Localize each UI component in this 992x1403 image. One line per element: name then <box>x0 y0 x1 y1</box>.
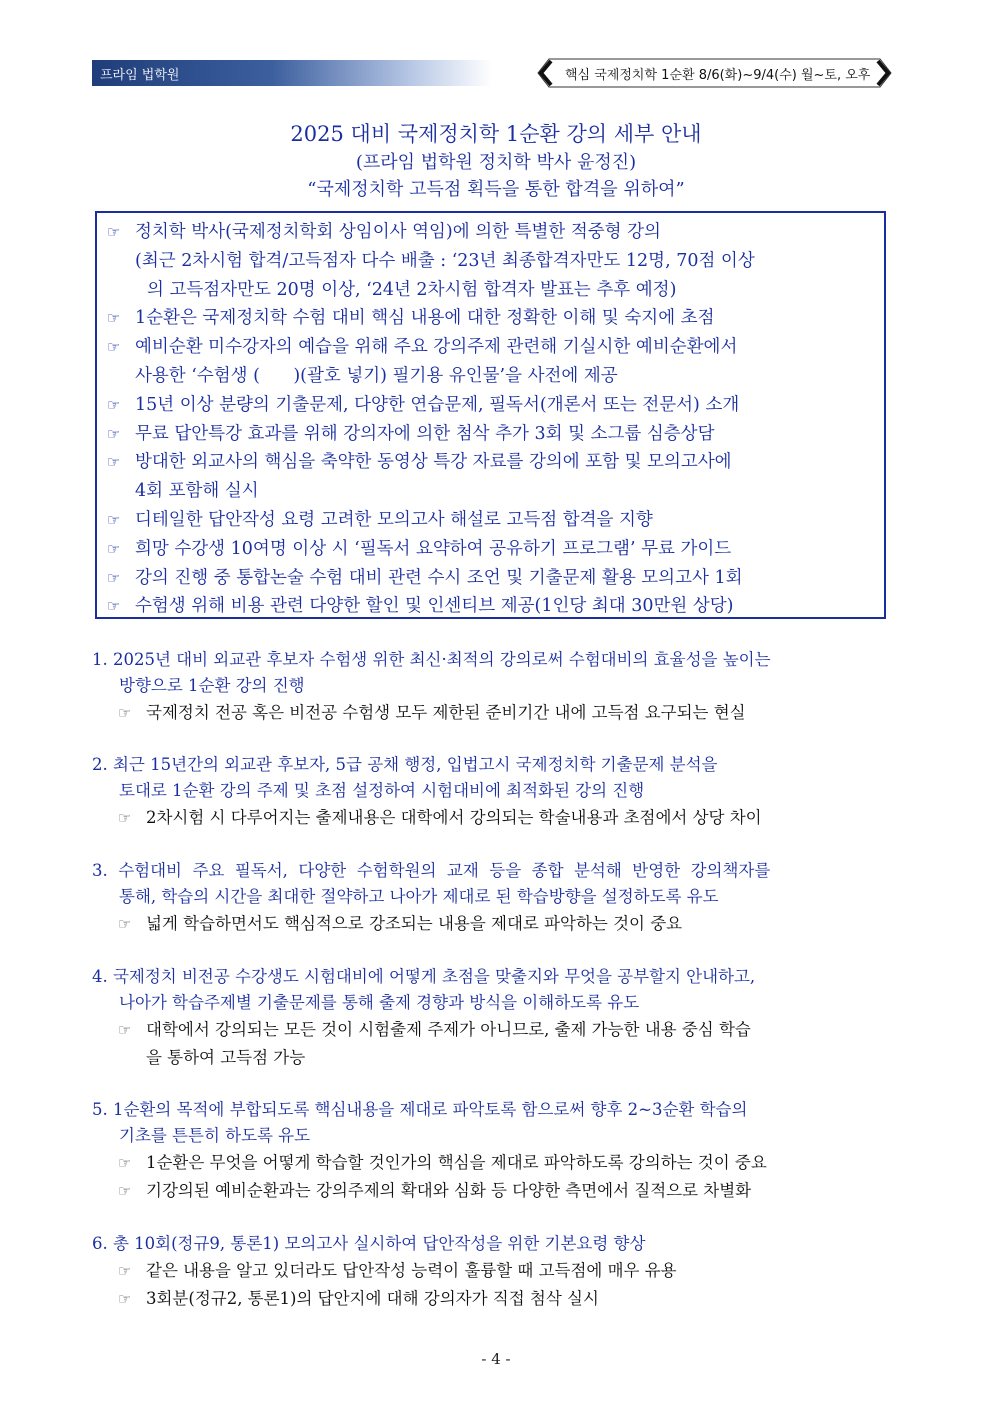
section-1 <box>92 647 892 727</box>
section-heading: 3. 수험대비 주요 필독서, 다양한 수험학원의 교재 등을 종합 분석해 반영한 강의책자를 <box>92 861 771 880</box>
header-academy-label: 프라임 법학원 <box>100 68 180 83</box>
section-5 <box>92 1097 892 1205</box>
page-subtitle: (프라임 법학원 정치학 박사 윤정진) <box>355 152 637 173</box>
feature-item: ☞ 희망 수강생 10여명 이상 시 ‘필독서 요약하여 공유하기 프로그램’ 무료 가이드 <box>107 535 876 564</box>
pointing-hand-icon: ☞ <box>118 1182 132 1200</box>
section-note: ☞ 기강의된 예비순환과는 강의주제의 확대와 심화 등 다양한 측면에서 질적으로 차별화 <box>92 1177 892 1205</box>
pointing-hand-icon: ☞ <box>107 597 121 616</box>
section-heading: 6. 총 10회(정규9, 통론1) 모의고사 실시하여 답안작성을 위한 기본요령 향상 <box>92 1234 646 1253</box>
pointing-hand-icon: ☞ <box>107 395 121 414</box>
feature-item: ☞ 디테일한 답안작성 요령 고려한 모의고사 해설로 고득점 합격을 지향 <box>107 506 876 535</box>
section-heading-continuation: 방향으로 1순환 강의 진행 <box>119 676 305 695</box>
page-motto: “국제정치학 고득점 획득을 통한 합격을 위하여” <box>307 179 685 200</box>
section-note: ☞ 3회분(정규2, 통론1)의 답안지에 대해 강의자가 직접 첨삭 실시 <box>92 1285 892 1313</box>
section-heading: 2. 최근 15년간의 외교관 후보자, 5급 공채 행정, 입법고시 국제정치학 기출문제 분석을 <box>92 755 718 774</box>
feature-item: ☞ 무료 답안특강 효과를 위해 강의자에 의한 첨삭 추가 3회 및 소그룹 심층상담 <box>107 420 876 449</box>
feature-item-continuation: 의 고득점자만도 20명 이상, ‘24년 2차시험 합격자 발표는 추후 예정) <box>147 279 677 300</box>
pointing-hand-icon: ☞ <box>118 1262 132 1280</box>
feature-item: ☞ 15년 이상 분량의 기출문제, 다양한 연습문제, 필독서(개론서 또는 전문서) 소개 <box>107 391 876 420</box>
feature-item-continuation: 사용한 ‘수험생 ( )(괄호 넣기) 필기용 유인물’을 사전에 제공 <box>135 365 618 386</box>
feature-item: ☞ 강의 진행 중 통합논술 수험 대비 관련 수시 조언 및 기출문제 활용 모의고사 1회 <box>107 564 876 593</box>
feature-box <box>95 211 886 619</box>
section-note: ☞ 2차시험 시 다루어지는 출제내용은 대학에서 강의되는 학술내용과 초점에서 상당 차이 <box>92 804 892 832</box>
section-note: ☞ 넓게 학습하면서도 핵심적으로 강조되는 내용을 제대로 파악하는 것이 중요 <box>92 910 892 938</box>
header-course-banner <box>537 58 892 88</box>
section-3 <box>92 858 892 938</box>
header-academy-banner <box>92 60 492 86</box>
feature-item: ☞ 1순환은 국제정치학 수험 대비 핵심 내용에 대한 정확한 이해 및 숙지에 초점 <box>107 304 876 333</box>
pointing-hand-icon: ☞ <box>107 223 121 241</box>
section-note: ☞ 같은 내용을 알고 있더라도 답안작성 능력이 훌륭할 때 고득점에 매우 유용 <box>92 1257 892 1285</box>
pointing-hand-icon: ☞ <box>118 1154 132 1172</box>
header-course-label: 핵심 국제정치학 1순환 8/6(화)~9/4(수) 월~토, 오후 <box>565 68 871 83</box>
page-number: - 4 - <box>481 1350 511 1368</box>
pointing-hand-icon: ☞ <box>107 338 121 357</box>
pointing-hand-icon: ☞ <box>107 424 121 443</box>
pointing-hand-icon: ☞ <box>107 453 121 472</box>
pointing-hand-icon: ☞ <box>107 510 121 529</box>
pointing-hand-icon: ☞ <box>118 1290 132 1308</box>
section-note-continuation: 을 통하여 고득점 가능 <box>146 1048 306 1067</box>
section-heading: 4. 국제정치 비전공 수강생도 시험대비에 어떻게 초점을 맞출지와 무엇을 공부할지 안내하고, <box>92 967 756 986</box>
section-heading-continuation: 나아가 학습주제별 기출문제를 통해 출제 경향과 방식을 이해하도록 유도 <box>119 993 640 1012</box>
section-2 <box>92 752 892 832</box>
section-note: ☞ 국제정치 전공 혹은 비전공 수험생 모두 제한된 준비기간 내에 고득점 요구되는 현실 <box>92 699 892 727</box>
feature-item: ☞ 예비순환 미수강자의 예습을 위해 주요 강의주제 관련해 기실시한 예비순환에서 <box>107 333 876 362</box>
title-block <box>0 120 992 203</box>
section-6 <box>92 1231 892 1313</box>
section-note: ☞ 1순환은 무엇을 어떻게 학습할 것인가의 핵심을 제대로 파악하도록 강의하는 것이 중요 <box>92 1149 892 1177</box>
pointing-hand-icon: ☞ <box>118 704 132 722</box>
page-title: 2025 대비 국제정치학 1순환 강의 세부 안내 <box>290 122 702 146</box>
section-heading-continuation: 기초를 튼튼히 하도록 유도 <box>119 1126 311 1145</box>
pointing-hand-icon: ☞ <box>107 539 121 558</box>
feature-item-continuation: 4회 포함해 실시 <box>135 481 259 502</box>
feature-item: ☞ 방대한 외교사의 핵심을 축약한 동영상 특강 자료를 강의에 포함 및 모의고사에 <box>107 448 876 477</box>
section-4 <box>92 964 892 1071</box>
section-heading: 1. 2025년 대비 외교관 후보자 수험생 위한 최신·최적의 강의로써 수험대비의 효율성을 높이는 <box>92 650 771 669</box>
feature-item-continuation: (최근 2차시험 합격/고득점자 다수 배출 : ‘23년 최종합격자만도 12명, 70점 이상 <box>135 250 755 271</box>
feature-item: ☞ 정치학 박사(국제정치학회 상임이사 역임)에 의한 특별한 적중형 강의 <box>107 218 876 247</box>
section-note: ☞ 대학에서 강의되는 모든 것이 시험출제 주제가 아니므로, 출제 가능한 내용 중심 학습 <box>92 1016 892 1044</box>
pointing-hand-icon: ☞ <box>118 1021 132 1039</box>
section-heading-continuation: 통해, 학습의 시간을 최대한 절약하고 나아가 제대로 된 학습방향을 설정하도록 유도 <box>119 887 719 906</box>
pointing-hand-icon: ☞ <box>118 915 132 933</box>
pointing-hand-icon: ☞ <box>107 309 121 328</box>
pointing-hand-icon: ☞ <box>118 809 132 827</box>
feature-item: ☞ 수험생 위해 비용 관련 다양한 할인 및 인센티브 제공(1인당 최대 30만원 상당) <box>107 592 876 621</box>
section-heading: 5. 1순환의 목적에 부합되도록 핵심내용을 제대로 파악토록 함으로써 향후 2~3순환 학습의 <box>92 1100 748 1119</box>
pointing-hand-icon: ☞ <box>107 568 121 587</box>
section-heading-continuation: 토대로 1순환 강의 주제 및 초점 설정하여 시험대비에 최적화된 강의 진행 <box>119 781 645 800</box>
